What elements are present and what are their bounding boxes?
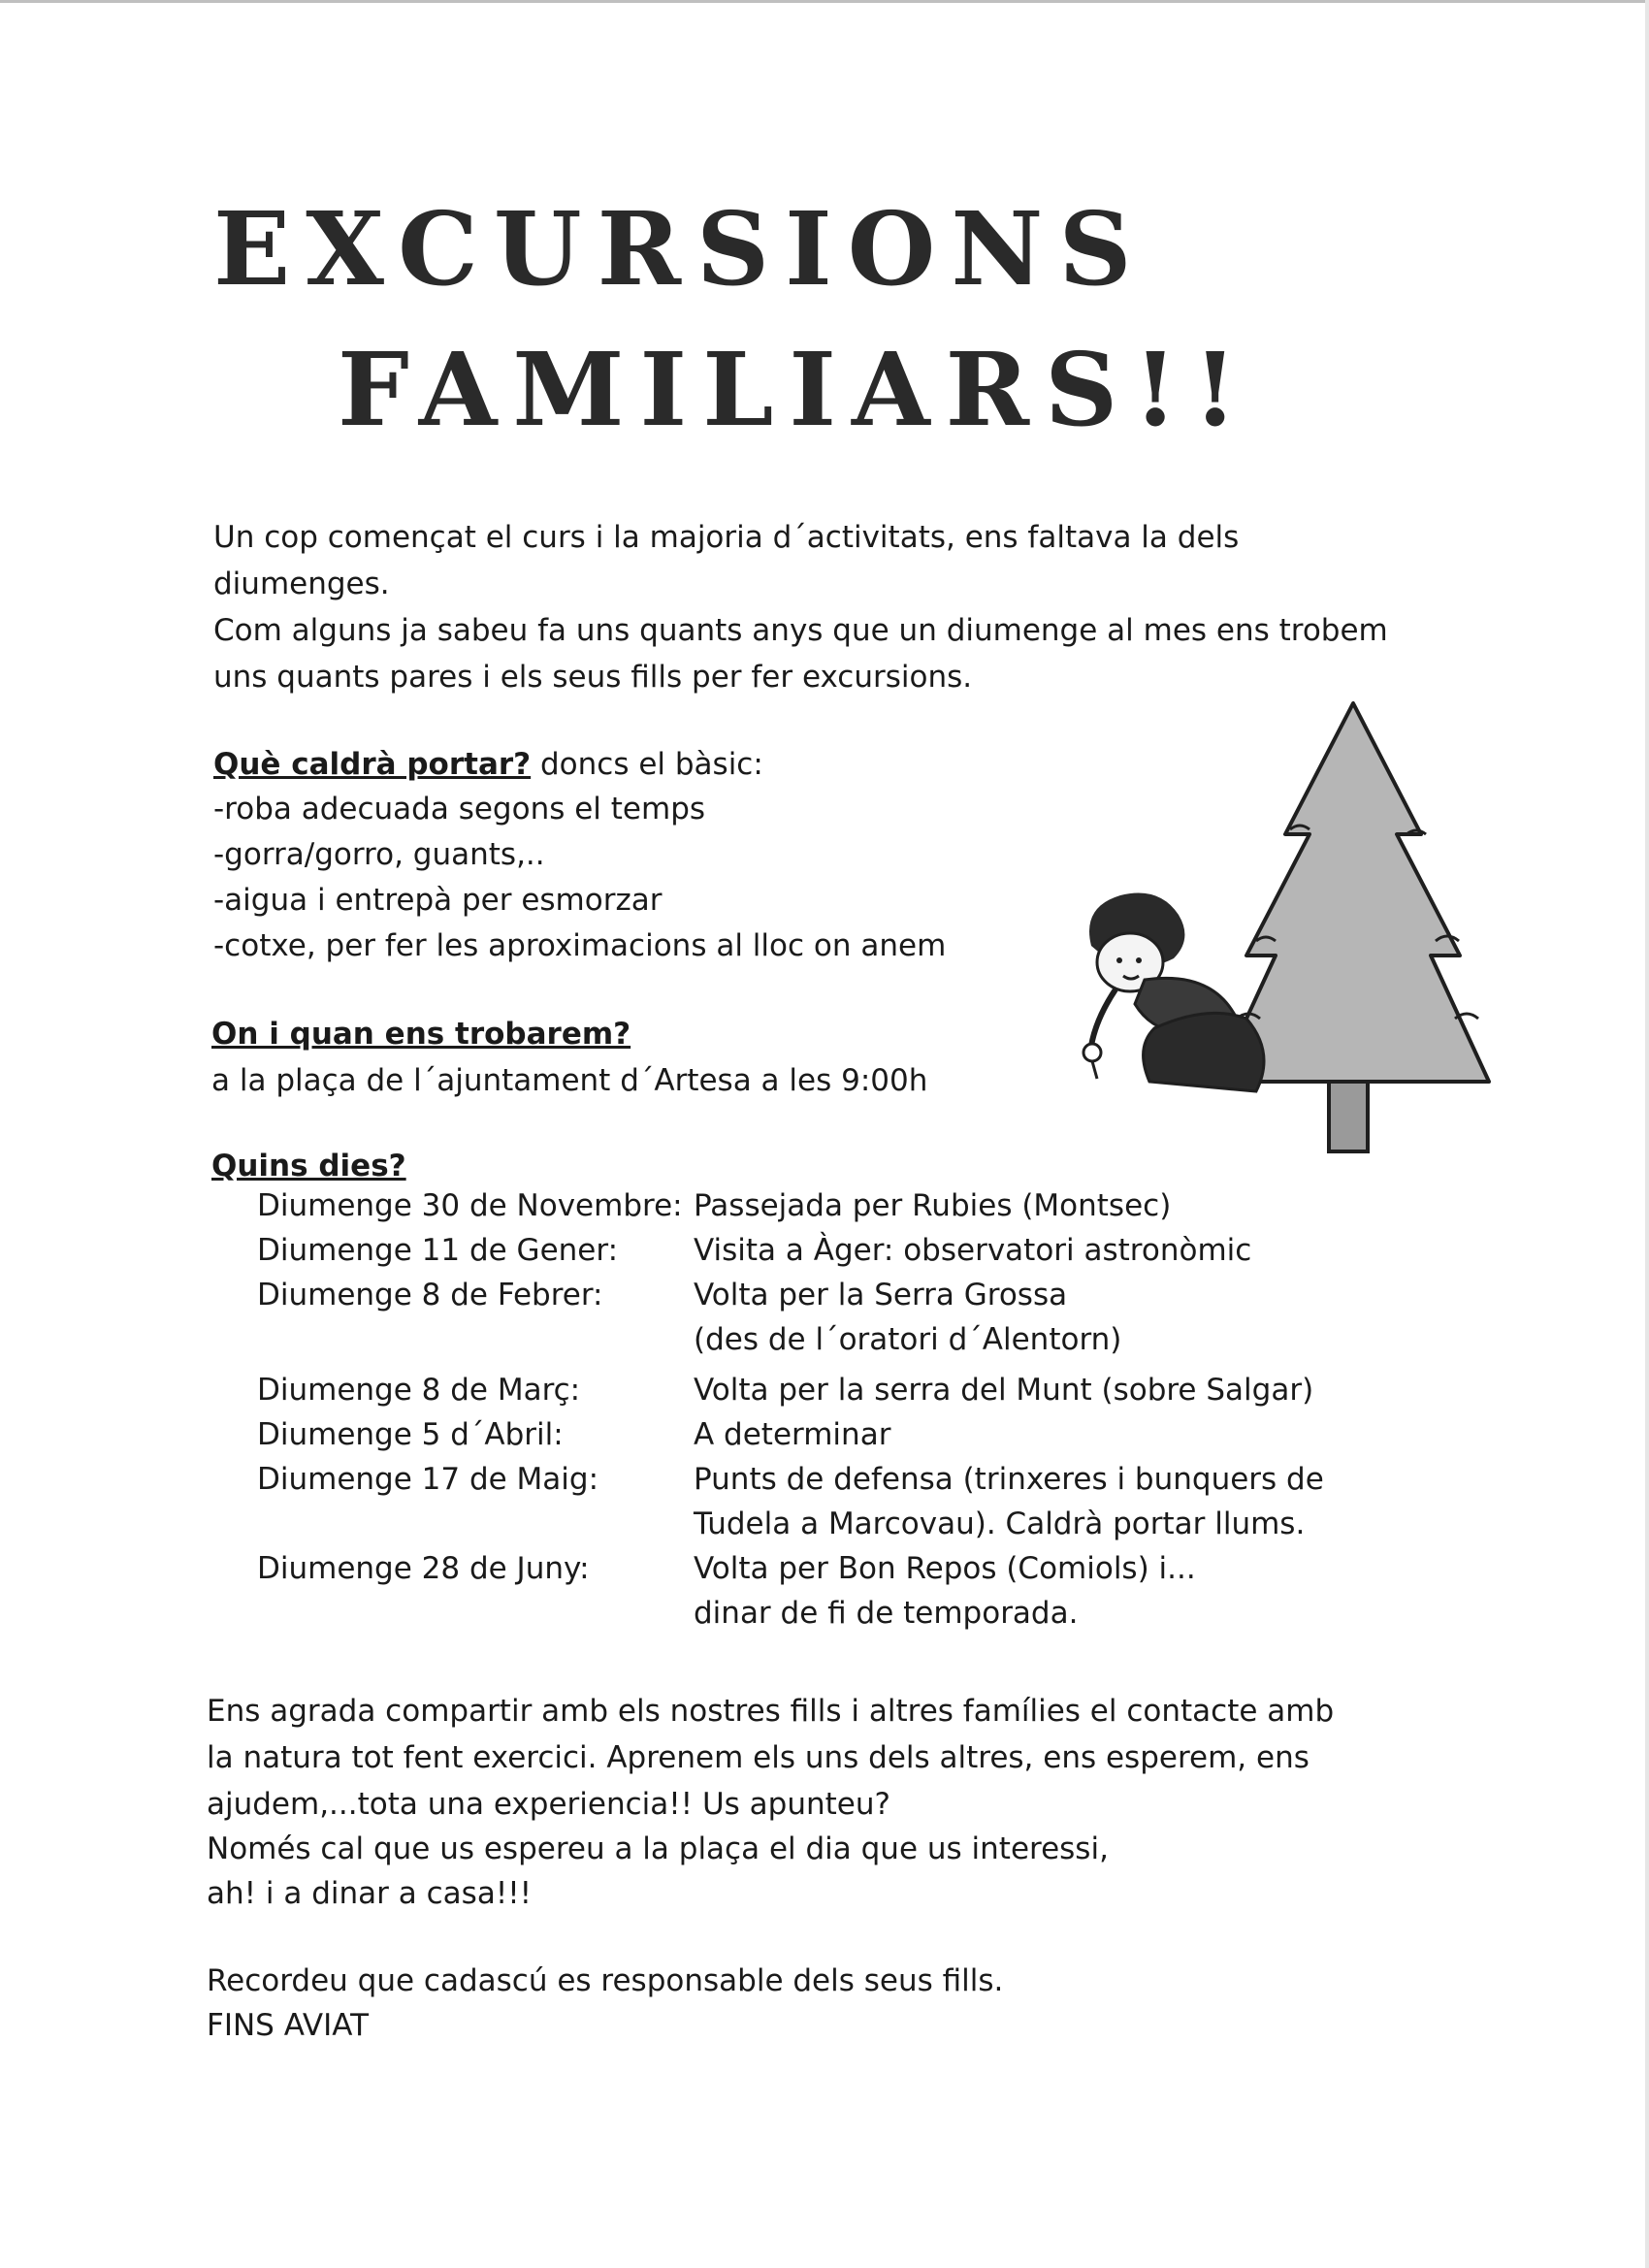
bring-heading-rest: doncs el bàsic: xyxy=(531,747,763,782)
closing-line: ah! i a dinar a casa!!! xyxy=(207,1876,533,1911)
schedule-activity: (des de l´oratori d´Alentorn) xyxy=(694,1322,1122,1357)
schedule-activity: Volta per la Serra Grossa xyxy=(694,1278,1068,1312)
meet-text: a la plaça de l´ajuntament d´Artesa a les 9:00h xyxy=(211,1063,928,1098)
schedule-activity: Volta per la serra del Munt (sobre Salgar) xyxy=(694,1373,1314,1408)
schedule-date: Diumenge 8 de Març: xyxy=(257,1373,581,1408)
bring-heading: Què caldrà portar? xyxy=(213,747,532,782)
title-line-1: EXCURSIONS xyxy=(213,189,1148,308)
schedule-activity: A determinar xyxy=(694,1417,891,1452)
schedule-date: Diumenge 28 de Juny: xyxy=(257,1551,590,1586)
closing-line: ajudem,...tota una experiencia!! Us apunteu? xyxy=(207,1787,890,1822)
schedule-heading: Quins dies? xyxy=(211,1149,406,1183)
schedule-activity: dinar de fi de temporada. xyxy=(694,1596,1079,1631)
bring-item: -aigua i entrepà per esmorzar xyxy=(213,883,663,918)
bring-item: -gorra/gorro, guants,.. xyxy=(213,837,545,872)
schedule-date: Diumenge 8 de Febrer: xyxy=(257,1278,603,1312)
title-line-2: FAMILIARS!! xyxy=(338,330,1253,449)
closing-line: Només cal que us espereu a la plaça el dia que us interessi, xyxy=(207,1831,1109,1866)
footer-signoff: FINS AVIAT xyxy=(207,2008,370,2043)
closing-line: la natura tot fent exercici. Aprenem els uns dels altres, ens esperem, ens xyxy=(207,1740,1310,1775)
closing-line: Ens agrada compartir amb els nostres fills i altres famílies el contacte amb xyxy=(207,1694,1335,1729)
schedule-activity: Punts de defensa (trinxeres i bunquers de xyxy=(694,1462,1324,1497)
schedule-activity: Passejada per Rubies (Montsec) xyxy=(694,1188,1172,1223)
meet-heading: On i quan ens trobarem? xyxy=(211,1017,631,1052)
child-and-tree-illustration xyxy=(1038,698,1494,1164)
schedule-date: Diumenge 5 d´Abril: xyxy=(257,1417,564,1452)
intro-line: Un cop començat el curs i la majoria d´activitats, ens faltava la dels xyxy=(213,520,1240,555)
intro-line: diumenges. xyxy=(213,567,390,601)
intro-line: uns quants pares i els seus fills per fer excursions. xyxy=(213,660,973,695)
schedule-date: Diumenge 30 de Novembre: xyxy=(257,1188,683,1223)
schedule-activity: Visita a Àger: observatori astronòmic xyxy=(694,1233,1252,1268)
schedule-activity: Tudela a Marcovau). Caldrà portar llums. xyxy=(694,1507,1306,1541)
intro-line: Com alguns ja sabeu fa uns quants anys que un diumenge al mes ens trobem xyxy=(213,613,1388,648)
bring-item: -roba adecuada segons el temps xyxy=(213,792,706,826)
schedule-activity: Volta per Bon Repos (Comiols) i... xyxy=(694,1551,1196,1586)
child-icon xyxy=(1083,893,1264,1092)
schedule-date: Diumenge 17 de Maig: xyxy=(257,1462,599,1497)
scan-top-edge xyxy=(0,0,1649,3)
footer-line: Recordeu que cadascú es responsable dels seus fills. xyxy=(207,1963,1004,1998)
schedule-date: Diumenge 11 de Gener: xyxy=(257,1233,619,1268)
scan-right-edge xyxy=(1645,0,1649,2268)
bring-heading-line xyxy=(213,741,763,788)
bring-item: -cotxe, per fer les aproximacions al lloc on anem xyxy=(213,928,947,963)
